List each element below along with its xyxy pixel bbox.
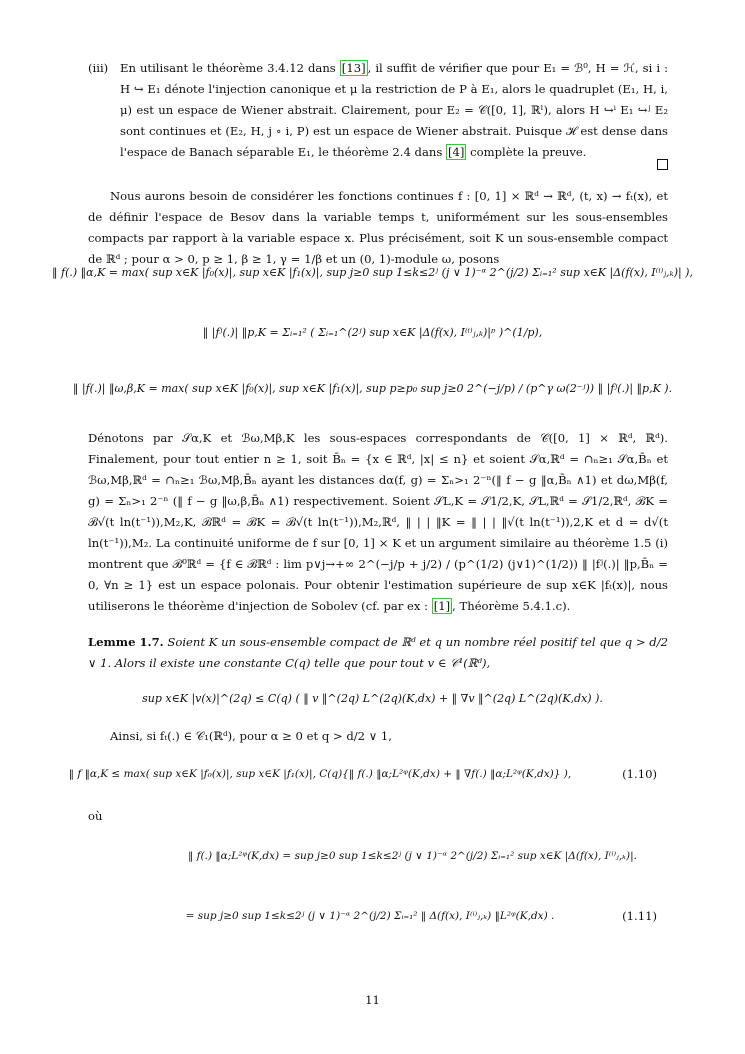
lemma-1-7 bbox=[88, 632, 668, 674]
lemma-text: Soient K un sous-ensemble compact de ℝᵈ et q un nombre réel positif tel que q > d/2 ∨ 1. Alors il existe une constante C(q) telle que pour tout v ∈ 𝒞¹(ℝᵈ), bbox=[88, 635, 669, 670]
page-number: 11 bbox=[365, 993, 380, 1007]
item-label: (iii) bbox=[88, 61, 109, 75]
paragraph: Nous aurons besoin de considérer les fonctions continues f : [0, 1] × ℝᵈ → ℝᵈ, (t, x) → fₜ(x), et de définir l'espace de Besov dans la variable temps t, uniformément sur les sous-ensembles compacts par rapport à la variable espace x. Plus précisément, soit K un sous-ensemble compact de ℝᵈ ; pour α > 0, p ≥ 1, β ≥ 1, γ = 1/β et un (0, 1)-module ω, posons bbox=[88, 189, 668, 266]
equation-number: (1.11) bbox=[622, 909, 657, 923]
text: Dénotons par 𝒮α,K et ℬω,Mβ,K les sous-espaces correspondants de 𝒞([0, 1] × ℝᵈ, ℝᵈ). Finalement, pour tout entier n ≥ 1, soit B̄ₙ = {x ∈ ℝᵈ, |x| ≤ n} et soient 𝒮α,ℝᵈ = ∩ₙ≥₁ 𝒮α,B̄ₙ et ℬω,Mβ,ℝᵈ = ∩ₙ≥₁ ℬω,Mβ,B̄ₙ ayant les distances dα(f, g) = Σₙ>₁ 2⁻ⁿ(‖ f − g ‖α,B̄ₙ ∧1) et dω,Mβ(f, g) = Σₙ>₁ 2⁻ⁿ (‖ f − g ‖ω,β,B̄ₙ ∧1) respectivement. Soient 𝒮L,K = 𝒮1/2,K, 𝒮L,ℝᵈ = 𝒮1/2,ℝᵈ, ℬK = ℬ√(t ln(t⁻¹)),M₂,K, ℬℝᵈ = ℬK = ℬ√(t ln(t⁻¹)),M₂,ℝᵈ, ‖ | | ‖K = ‖ | | ‖√(t ln(t⁻¹)),2,K et d = d√(t ln(t⁻¹)),M₂. La continuité uniforme de f sur [0, 1] × K et un argument similaire au théorème 1.5 (i) montrent que ℬ⁰ℝᵈ = {f ∈ ℬℝᵈ : lim p∨j→+∞ 2^(−j/p + j/2) / (p^(1/2) (j∨1)^(1/2)) ‖ |fʲ(.)| ‖p,B̄ₙ = 0, ∀n ≥ 1} est un espace polonais. Pour obtenir l'estimation supérieure de sup x∈K |fₜ(x)|, nous utiliserons le théorème d'injection de Sobolev (cf. par ex : bbox=[88, 431, 668, 613]
equation-number: (1.10) bbox=[622, 767, 657, 781]
equation-1-11-line2: = sup j≥0 sup 1≤k≤2ʲ (j ∨ 1)⁻ᵅ 2^(j/2) Σᵢ₌₁² ‖ Δ(f(x), I⁽ⁱ⁾ⱼ,ₖ) ‖L²ᵠ(K,dx) . bbox=[185, 910, 555, 922]
paragraph bbox=[88, 428, 668, 617]
equation-besov-norm: ‖ |f(.)| ‖ω,β,K = max( sup x∈K |f₀(x)|, sup x∈K |f₁(x)|, sup p≥p₀ sup j≥0 2^(−j/p) / (p^γ ω(2⁻ʲ)) ‖ |fʲ(.)| ‖p,K ). bbox=[72, 382, 673, 395]
text: , Théorème 5.4.1.c). bbox=[452, 599, 571, 613]
paragraph: Ainsi, si fₜ(.) ∈ 𝒞₁(ℝᵈ), pour α ≥ 0 et q > d/2 ∨ 1, bbox=[110, 729, 392, 743]
citation-1[interactable]: [1] bbox=[433, 599, 451, 613]
item-iii bbox=[88, 58, 668, 163]
equation-1-10: ‖ f ‖α,K ≤ max( sup x∈K |f₀(x)|, sup x∈K |f₁(x)|, C(q){‖ f(.) ‖α;L²ᵠ(K,dx) + ‖ ∇f(.) ‖α;L²ᵠ(K,dx)} ), bbox=[68, 768, 572, 780]
text: complète la preuve. bbox=[466, 145, 587, 159]
equation-p-norm: ‖ |fʲ(.)| ‖p,K = Σᵢ₌₁² ( Σᵢ₌₁^(2ʲ) sup x∈K |Δ(f(x), I⁽ⁱ⁾ⱼ,ₖ)|ᵖ )^(1/p), bbox=[202, 326, 543, 339]
qed-square-icon bbox=[657, 159, 668, 170]
citation-13[interactable]: [13] bbox=[341, 61, 366, 75]
text: , il suffit de vérifier que pour E₁ = ℬ⁰, H = ℋ, si i : H ↪ E₁ dénote l'injection canonique et μ la restriction de P à E₁, alors le quadruplet (E₁, H, i, μ) est un espace de Wiener abstrait. Clairement, pour E₂ = 𝒞([0, 1], ℝˡ), alors H ↪ⁱ E₁ ↪ʲ E₂ sont continues et (E₂, H, j ∘ i, P) est un espace de Wiener abstrait. Puisque ℋ est dense dans l'espace de Banach séparable E₁, le théorème 2.4 dans bbox=[120, 61, 668, 159]
equation-1-11-line1: ‖ f(.) ‖α;L²ᵠ(K,dx) = sup j≥0 sup 1≤k≤2ʲ (j ∨ 1)⁻ᵅ 2^(j/2) Σᵢ₌₁² sup x∈K |Δ(f(x), I⁽ⁱ⁾ⱼ,ₖ)|. bbox=[188, 850, 637, 862]
equation-sobolev: sup x∈K |v(x)|^(2q) ≤ C(q) ( ‖ v ‖^(2q) L^(2q)(K,dx) + ‖ ∇v ‖^(2q) L^(2q)(K,dx) ). bbox=[142, 692, 603, 705]
lemma-title: Lemme 1.7. bbox=[88, 635, 164, 649]
text: En utilisant le théorème 3.4.12 dans bbox=[120, 61, 340, 75]
text-ou: où bbox=[88, 809, 103, 823]
equation-holder-norm: ‖ f(.) ‖α,K = max( sup x∈K |f₀(x)|, sup x∈K |f₁(x)|, sup j≥0 sup 1≤k≤2ʲ (j ∨ 1)⁻ᵅ 2^(j/2) Σᵢ₌₁² sup x∈K |Δ(f(x), I⁽ⁱ⁾ⱼ,ₖ)| ), bbox=[52, 266, 693, 279]
citation-4[interactable]: [4] bbox=[447, 145, 465, 159]
